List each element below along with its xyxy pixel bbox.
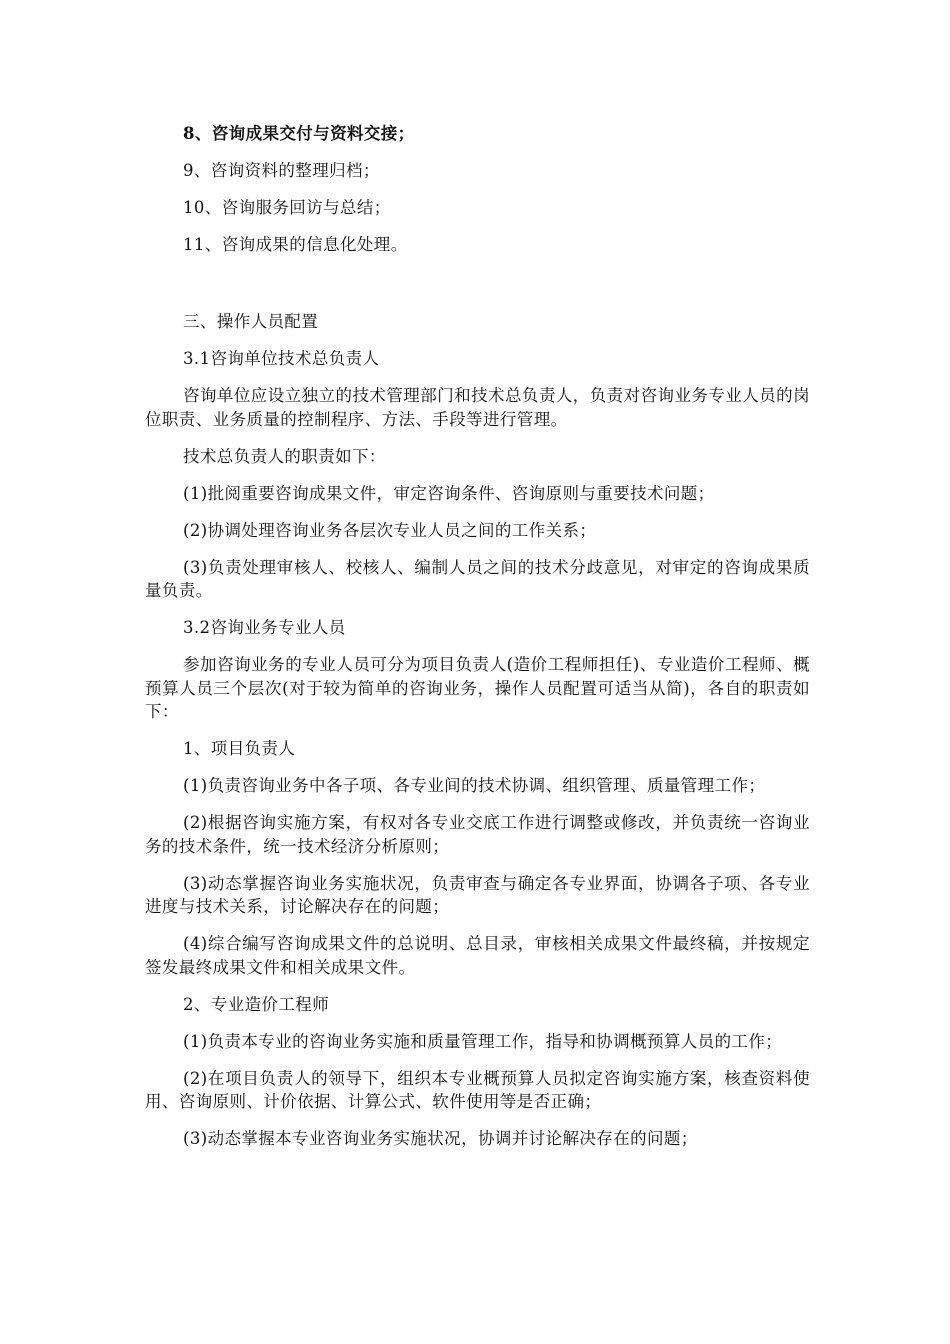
paragraph: (3)负责处理审核人、校核人、编制人员之间的技术分歧意见，对审定的咨询成果质量负责。 [145,557,810,600]
paragraph: 技术总负责人的职责如下： [183,446,386,466]
paragraph: 咨询单位应设立独立的技术管理部门和技术总负责人，负责对咨询业务专业人员的岗位职责、业务质量的控制程序、方法、手段等进行管理。 [145,386,810,429]
paragraph: (1)批阅重要咨询成果文件，审定咨询条件、咨询原则与重要技术问题； [183,483,715,503]
paragraph: 1、项目负责人 [183,739,296,758]
paragraph: (3)动态掌握咨询业务实施状况，负责审查与确定各专业界面，协调各子项、各专业进度与技术关系，讨论解决存在的问题； [145,873,810,916]
paragraph: 9、咨询资料的整理归档； [183,161,380,180]
paragraph: (1)负责本专业的咨询业务实施和质量管理工作，指导和协调概预算人员的工作； [183,1031,783,1051]
paragraph: (1)负责咨询业务中各子项、各专业间的技术协调、组织管理、质量管理工作； [183,776,766,795]
section-gap [145,270,810,310]
paragraph: (4)综合编写咨询成果文件的总说明、总目录，审核相关成果文件最终稿，并按规定签发最终成果文件和相关成果文件。 [145,934,810,977]
paragraph: 三、操作人员配置 [183,312,319,331]
paragraph: 3.1咨询单位技术总负责人 [183,349,380,368]
paragraph: (2)在项目负责人的领导下，组织本专业概预算人员拟定咨询实施方案，核查资料使用、咨询原则、计价依据、计算公式、软件使用等是否正确； [145,1068,810,1111]
paragraph: 8、咨询成果交付与资料交接； [183,124,415,143]
paragraph: (2)协调处理咨询业务各层次专业人员之间的工作关系； [183,520,597,540]
paragraph: (2)根据咨询实施方案，有权对各专业交底工作进行调整或修改，并负责统一咨询业务的技术条件，统一技术经济分析原则； [145,813,810,856]
paragraph: 11、咨询成果的信息化处理。 [183,235,408,254]
paragraph: 2、专业造价工程师 [183,994,330,1014]
paragraph: 参加咨询业务的专业人员可分为项目负责人(造价工程师担任)、专业造价工程师、概预算人员三个层次(对于较为简单的咨询业务，操作人员配置可适当从简)，各自的职责如下： [145,655,810,721]
paragraph: 10、咨询服务回访与总结； [183,198,391,217]
paragraph: 3.2咨询业务专业人员 [183,618,346,637]
paragraph: (3)动态掌握本专业咨询业务实施状况，协调并讨论解决存在的问题； [183,1129,698,1148]
